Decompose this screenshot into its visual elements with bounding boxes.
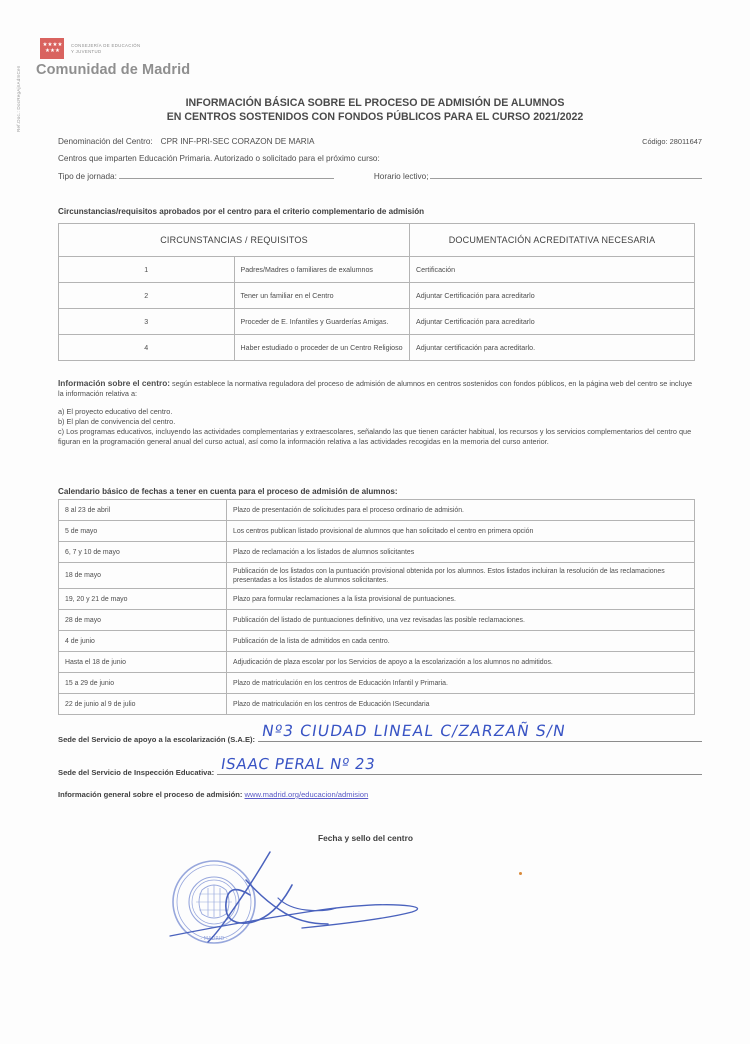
- center-name-label: Denominación del Centro:: [58, 137, 153, 146]
- center-identity-block: [58, 137, 702, 188]
- calendar-date: 6, 7 y 10 de mayo: [59, 542, 227, 563]
- handwritten-signature: [170, 852, 418, 942]
- star-icon: ★: [57, 42, 63, 48]
- calendar-description: Publicación del listado de puntuaciones definitivo, una vez revisadas las posible reclamaciones.: [227, 610, 695, 631]
- row-requisito: Tener un familiar en el Centro: [234, 283, 410, 309]
- calendar-description: Plazo de matriculación en los centros de Educación ISecundaria: [227, 694, 695, 715]
- comunidad-de-madrid-logo: [40, 38, 140, 59]
- sae-input[interactable]: [258, 722, 702, 742]
- calendar-date: 22 de junio al 9 de julio: [59, 694, 227, 715]
- table-row: [59, 694, 695, 715]
- row-number: 4: [59, 335, 235, 361]
- table-row: [59, 500, 695, 521]
- table-row: [59, 542, 695, 563]
- table-row: [59, 283, 695, 309]
- table-row: [59, 335, 695, 361]
- calendar-date: 5 de mayo: [59, 521, 227, 542]
- page-title-line-1: INFORMACIÓN BÁSICA SOBRE EL PROCESO DE ADMISIÓN DE ALUMNOS: [185, 97, 565, 109]
- calendar-description: Los centros publican listado provisional de alumnos que han solicitado el centro en primera opción: [227, 521, 695, 542]
- row-requisito: Padres/Madres o familiares de exalumnos: [234, 257, 410, 283]
- footer-fields: [58, 722, 702, 796]
- calendar-description: Plazo para formular reclamaciones a la lista provisional de puntuaciones.: [227, 589, 695, 610]
- center-code: [642, 137, 702, 146]
- document-reference-code: Ref.Doc.: DocRegAjnAdmCen: [16, 65, 21, 132]
- row-documentacion: Certificación: [410, 257, 695, 283]
- sae-handwritten-value: Nº3 CIUDAD LINEAL C/ZARZAÑ S/N: [260, 722, 568, 740]
- calendar-date: Hasta el 18 de junio: [59, 652, 227, 673]
- header-documentacion: DOCUMENTACIÓN ACREDITATIVA NECESARIA: [410, 224, 695, 257]
- row-number: 1: [59, 257, 235, 283]
- info-lead-rest: según establece la normativa reguladora del proceso de admisión de alumnos en centros sostenidos con fondos públicos, en la página web del centro se incluye la información relativa a:: [58, 379, 693, 398]
- calendar-date: 4 de junio: [59, 631, 227, 652]
- calendar-caption: Calendario básico de fechas a tener en cuenta para el proceso de admisión de alumnos:: [58, 487, 398, 496]
- circumstances-caption: Circunstancias/requisitos aprobados por el centro para el criterio complementario de admisión: [58, 207, 425, 216]
- inspeccion-label: Sede del Servicio de Inspección Educativa:: [58, 768, 215, 777]
- calendar-date: 8 al 23 de abril: [59, 500, 227, 521]
- schedule-row: [58, 171, 702, 181]
- page-title-line-2: EN CENTROS SOSTENIDOS CON FONDOS PÚBLICOS PARA EL CURSO 2021/2022: [166, 111, 584, 123]
- table-row: [59, 610, 695, 631]
- madrid-stars-icon: [40, 38, 64, 59]
- table-row: [59, 631, 695, 652]
- info-item-b: b) El plan de convivencia del centro.: [58, 417, 176, 426]
- horario-input[interactable]: [430, 171, 702, 179]
- star-icon: ★: [45, 48, 50, 54]
- info-lead-paragraph: [58, 378, 695, 399]
- consejeria-name: [71, 38, 140, 54]
- row-documentacion: Adjuntar Certificación para acreditarlo: [410, 309, 695, 335]
- circumstances-table: [58, 223, 695, 361]
- calendar-date: 19, 20 y 21 de mayo: [59, 589, 227, 610]
- general-info-label: Información general sobre el proceso de admisión:: [58, 790, 243, 799]
- row-number: 3: [59, 309, 235, 335]
- table-header-row: [59, 224, 695, 257]
- table-row: [59, 673, 695, 694]
- star-icon: ★: [55, 48, 60, 54]
- jornada-input[interactable]: [119, 171, 334, 179]
- star-icon: ★: [50, 48, 55, 54]
- table-row: [59, 309, 695, 335]
- star-icon: ★: [52, 42, 58, 48]
- sae-label: Sede del Servicio de apoyo a la escolarización (S.A.E):: [58, 735, 256, 744]
- ink-mark-dot: [519, 872, 522, 875]
- calendar-table: [58, 499, 695, 715]
- calendar-description: Plazo de reclamación a los listados de alumnos solicitantes: [227, 542, 695, 563]
- horario-label: Horario lectivo;: [373, 171, 429, 181]
- star-icon: ★: [42, 42, 48, 48]
- jornada-label: Tipo de jornada:: [58, 171, 117, 181]
- table-row: [59, 589, 695, 610]
- calendar-description: Publicación de la lista de admitidos en cada centro.: [227, 631, 695, 652]
- row-documentacion: Adjuntar Certificación para acreditarlo: [410, 283, 695, 309]
- calendar-date: 18 de mayo: [59, 563, 227, 589]
- center-name-row: [58, 137, 702, 146]
- inspeccion-input[interactable]: [217, 755, 702, 775]
- page-title: [0, 96, 750, 124]
- calendar-description: Publicación de los listados con la puntuación provisional obtenida por los alumnos. Estos listados incluiran la resolución de las reclamaciones presentadas a los listados de alumnos solicitantes.: [227, 563, 695, 589]
- consejeria-line-1: CONSEJERÍA DE EDUCACIÓN: [71, 43, 141, 48]
- admision-website-link[interactable]: www.madrid.org/educacion/admision: [244, 790, 369, 799]
- center-code-value: 28011647: [669, 137, 702, 146]
- center-name-value: CPR INF-PRI-SEC CORAZON DE MARIA: [160, 137, 315, 146]
- table-row: [59, 257, 695, 283]
- center-levels-note: Centros que imparten Educación Primaria. Autorizado o solicitado para el próximo curso:: [58, 153, 380, 163]
- center-information-section: [58, 378, 695, 447]
- signature-and-stamp: [150, 840, 620, 980]
- stamp-city-text: - MADRID -: [200, 936, 228, 942]
- sae-row: [58, 722, 702, 744]
- row-requisito: Proceder de E. Infantiles y Guarderías Amigas.: [234, 309, 410, 335]
- calendar-description: Plazo de presentación de solicitudes para el proceso ordinario de admisión.: [227, 500, 695, 521]
- inspeccion-handwritten-value: ISAAC PERAL Nº 23: [219, 755, 377, 773]
- info-item-c: c) Los programas educativos, incluyendo las actividades complementarias y extraescolares, señalando las que tienen carácter habitual, los recursos y los servicios complementarios del centro que figuran en la programación general anual del curso actual, así como la información relativa a las actividades recogidas en la memoria del curso anterior.: [58, 427, 692, 446]
- info-lead-label: Información sobre el centro:: [58, 378, 171, 388]
- header-requisitos: CIRCUNSTANCIAS / REQUISITOS: [59, 224, 410, 257]
- center-code-label: Código:: [642, 137, 668, 146]
- inspeccion-row: [58, 755, 702, 777]
- row-documentacion: Adjuntar certificación para acreditarlo.: [410, 335, 695, 361]
- general-info-row: [58, 790, 368, 799]
- comunidad-de-madrid-wordmark: Comunidad de Madrid: [36, 62, 191, 78]
- seal-label: Fecha y sello del centro: [318, 833, 413, 843]
- spacer: [58, 399, 695, 407]
- calendar-date: 28 de mayo: [59, 610, 227, 631]
- star-icon: ★: [47, 42, 53, 48]
- calendar-date: 15 a 29 de junio: [59, 673, 227, 694]
- table-row: [59, 521, 695, 542]
- school-round-stamp-icon: [173, 861, 255, 943]
- info-item-a: a) El proyecto educativo del centro.: [58, 407, 173, 416]
- row-requisito: Haber estudiado o proceder de un Centro Religioso: [234, 335, 410, 361]
- row-number: 2: [59, 283, 235, 309]
- calendar-description: Plazo de matriculación en los centros de Educación Infantil y Primaria.: [227, 673, 695, 694]
- calendar-description: Adjudicación de plaza escolar por los Servicios de apoyo a la escolarización a los alumnos no admitidos.: [227, 652, 695, 673]
- consejeria-line-2: Y JUVENTUD: [71, 48, 102, 54]
- table-row: [59, 563, 695, 589]
- table-row: [59, 652, 695, 673]
